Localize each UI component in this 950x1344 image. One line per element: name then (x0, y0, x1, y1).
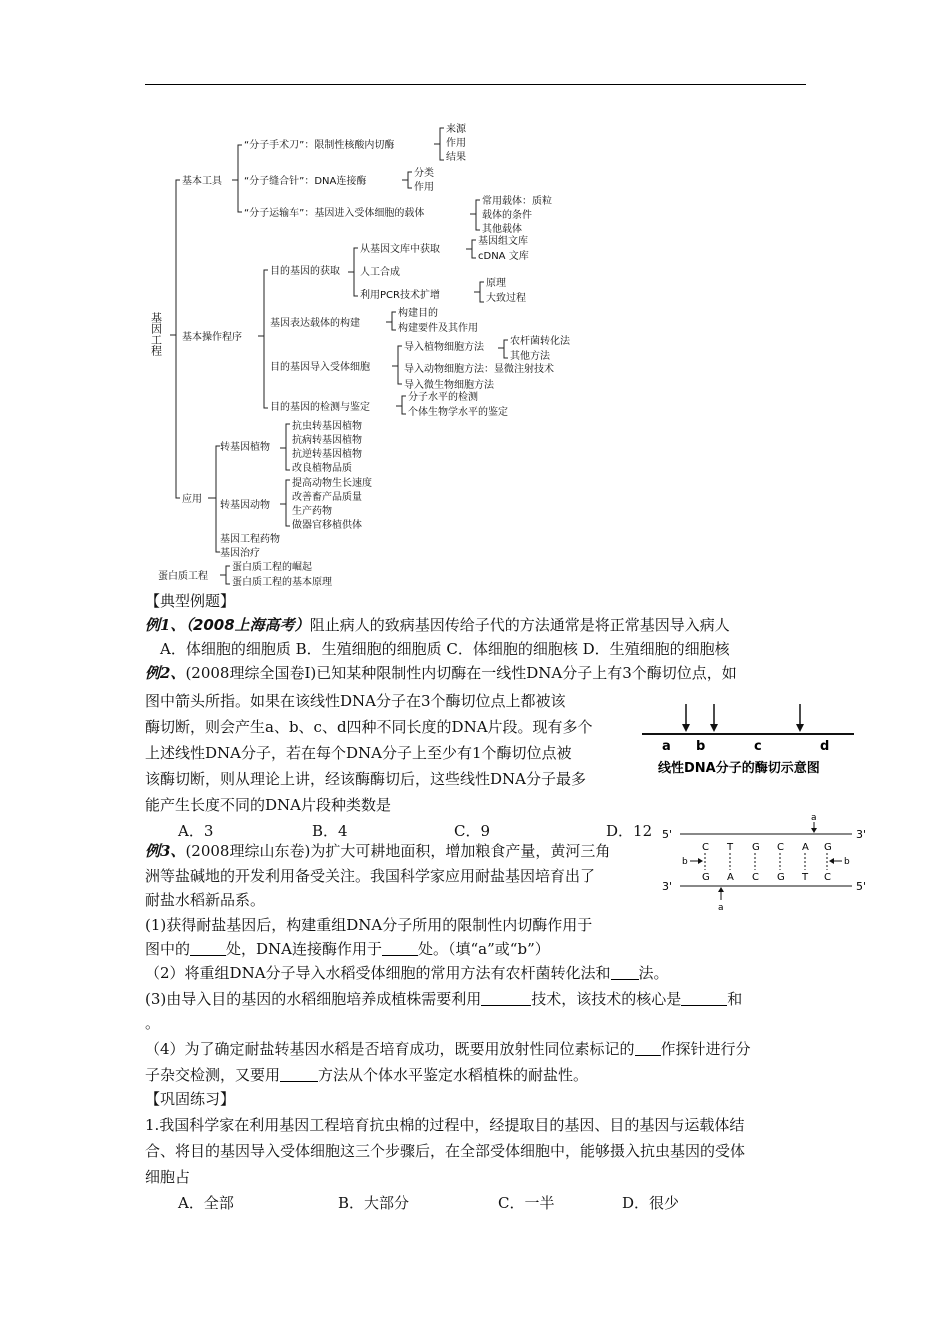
ex3-q4-line-1 (145, 1038, 751, 1060)
p1-option-b: B．大部分 (338, 1194, 410, 1212)
ex3-q4b-pre: 子杂交检测，又要用 (145, 1066, 281, 1084)
fragment-label-b: b (696, 739, 706, 754)
ex2-option-c: C．9 (454, 822, 491, 840)
ex3-q4-line-2 (145, 1064, 588, 1086)
site-a-bottom-arrow (718, 887, 724, 912)
base-pair-5 (801, 842, 809, 883)
site-a-top-arrow (811, 813, 817, 833)
ex1-source: （2008上海高考） (185, 616, 310, 634)
svg-text:G: G (777, 872, 785, 883)
ex3-line-1 (145, 840, 610, 862)
ex3-q1-line-1: (1)获得耐盐基因后，构建重组DNA分子所用的限制性内切酶作用于 (145, 916, 593, 934)
ex3-q4-blank-1[interactable] (635, 1041, 661, 1056)
tools-label: 基本工具 (182, 176, 222, 187)
application-bracket (208, 446, 220, 552)
ex3-q4-blank-2[interactable] (280, 1067, 318, 1082)
ex1-text: 阻止病人的致病基因传给子代的方法通常是将正常基因导入病人 (309, 616, 730, 634)
proc-1-sub-2: 人工合成 (360, 267, 400, 278)
ex3-line-3: 耐盐水稻新品系。 (145, 891, 266, 909)
ex2-label: 例2、 (145, 664, 186, 682)
svg-text:G: G (752, 842, 760, 853)
ex3-q1-mid: 处，DNA连接酶作用于 (226, 940, 383, 958)
ex2-text-1: (2008理综全国卷Ⅰ)已知某种限制性内切酶在一线性DNA分子上有3个酶切位点，如 (185, 664, 737, 682)
procedure-label: 基本操作程序 (182, 332, 242, 343)
tool-3-bracket (470, 200, 480, 230)
fragment-label-c: c (754, 739, 762, 754)
protein-sub-1: 蛋白质工程的崛起 (232, 562, 312, 573)
app-plant-bracket (280, 424, 290, 470)
section-practice: 【巩固练习】 (145, 1090, 236, 1108)
app-other-2: 基因治疗 (220, 548, 260, 559)
tool-1-sub-1: 来源 (446, 124, 466, 135)
tool-3: “分子运输车”：基因进入受体细胞的载体 (244, 208, 425, 219)
ex3-q1-blank-2[interactable] (382, 941, 418, 956)
ex1-label: 例1、 (145, 616, 186, 634)
ex3-q2-blank[interactable] (611, 965, 639, 980)
ex3-q2 (145, 962, 669, 984)
ex3-q4-pre: （4）为了确定耐盐转基因水稻是否培育成功，既要用放射性同位素标记的 (145, 1040, 635, 1058)
ex3-text-1: (2008理综山东卷)为扩大可耕地面积，增加粮食产量，黄河三角 (185, 842, 611, 860)
tool-3-sub-1: 常用载体：质粒 (482, 196, 552, 207)
tool-3-sub-2: 载体的条件 (482, 210, 532, 221)
base-pair-1 (702, 842, 710, 883)
proc-1-subsub-1: 基因组文库 (478, 236, 528, 247)
end-label-bottom-right: 5' (856, 880, 867, 893)
ex2-option-a: A．3 (178, 822, 214, 840)
application-label: 应用 (182, 494, 202, 505)
header-rule (145, 84, 806, 85)
proc-1-subsub-2: cDNA 文库 (478, 251, 529, 262)
ex2-line-1 (145, 662, 737, 684)
p1-option-a: A．全部 (178, 1194, 234, 1212)
proc-step-4-bracket (396, 396, 406, 414)
ex3-q4-mid: 作探针进行分 (660, 1040, 751, 1058)
cut-arrow-3 (796, 704, 804, 732)
ex3-q1-line-2 (145, 938, 550, 960)
tool-2-sub-1: 分类 (414, 168, 434, 179)
ex2-option-b: B．4 (312, 822, 348, 840)
figure-caption: 线性DNA分子的酶切示意图 (658, 761, 820, 776)
proc-1-subsub-3: 原理 (486, 278, 506, 289)
svg-text:G: G (702, 872, 710, 883)
proc-step-3: 目的基因导入受体细胞 (270, 362, 370, 373)
fragment-label-a: a (662, 739, 671, 754)
ex3-q3-post: 和 (727, 990, 743, 1008)
tools-bracket (232, 145, 242, 212)
ex3-q1-post: 处。（填“a”或“b”） (418, 940, 550, 958)
ex2-option-d: D．12 (606, 822, 653, 840)
svg-text:T: T (802, 872, 809, 883)
proc-3-sub-1: 导入植物细胞方法 (404, 342, 484, 353)
proc-3-sub-1-bracket (498, 340, 508, 358)
ex2-line-4: 上述线性DNA分子，若在每个DNA分子上至少有1个酶切位点被 (145, 744, 572, 762)
ex3-line-2: 洲等盐碱地的开发利用备受关注。我国科学家应用耐盐基因培育出了 (145, 867, 596, 885)
app-plant-sub-1: 抗虫转基因植物 (292, 421, 362, 432)
fragment-label-d: d (820, 739, 830, 754)
cut-arrow-1 (682, 704, 690, 732)
ex1-question (145, 614, 730, 636)
p1-line-1: 1.我国科学家在利用基因工程培育抗虫棉的过程中，经提取目的基因、目的基因与运载体结 (145, 1116, 745, 1134)
proc-1-subsub-4: 大致过程 (486, 293, 526, 304)
app-animal-sub-1: 提高动物生长速度 (292, 478, 372, 489)
base-pair-2 (726, 842, 734, 883)
proc-3-sub-2: 导入动物细胞方法：显微注射技术 (404, 364, 554, 375)
protein-bracket (220, 566, 230, 584)
tool-2-bracket (402, 172, 412, 188)
svg-text:a: a (718, 903, 724, 912)
ex3-q3 (145, 988, 742, 1010)
ex3-q2-pre: （2）将重组DNA分子导入水稻受体细胞的常用方法有农杆菌转化法和 (145, 964, 611, 982)
tool-1: “分子手术刀”：限制性核酸内切酶 (244, 140, 395, 151)
ex3-q1-blank-1[interactable] (190, 941, 226, 956)
tool-1-sub-3: 结果 (446, 152, 466, 163)
base-pair-6 (824, 842, 832, 883)
app-plant-sub-4: 改良植物品质 (292, 463, 352, 474)
proc-3-subsub-2: 其他方法 (510, 351, 550, 362)
app-plant-label: 转基因植物 (220, 442, 270, 453)
svg-text:C: C (777, 842, 784, 853)
proc-1-sub-1: 从基因文库中获取 (360, 244, 440, 255)
proc-2-sub-2: 构建要件及其作用 (398, 323, 478, 334)
protein-label: 蛋白质工程 (158, 571, 208, 582)
proc-1-sub-3: 利用PCR技术扩增 (360, 290, 440, 301)
proc-step-1-bracket (348, 248, 358, 296)
tool-2: “分子缝合针”：DNA连接酶 (244, 176, 367, 187)
p1-option-d: D．很少 (622, 1194, 680, 1212)
app-animal-bracket (280, 480, 290, 526)
ex3-label: 例3、 (145, 842, 186, 860)
app-animal-label: 转基因动物 (220, 500, 270, 511)
root-bracket (170, 180, 180, 498)
svg-text:T: T (727, 842, 734, 853)
proc-3-subsub-1: 农杆菌转化法 (510, 336, 570, 347)
svg-text:A: A (802, 842, 809, 853)
proc-4-sub-1: 分子水平的检测 (408, 392, 478, 403)
ex2-line-5: 该酶切断，则从理论上讲，经该酶酶切后，这些线性DNA分子最多 (145, 770, 586, 788)
app-animal-sub-3: 生产药物 (292, 506, 332, 517)
ex3-q3-blank-2[interactable] (681, 991, 727, 1006)
ex3-q2-post: 法。 (638, 964, 669, 982)
end-label-bottom-left: 3' (662, 880, 673, 893)
tool-2-sub-2: 作用 (414, 182, 434, 193)
section-typical-examples: 【典型例题】 (145, 592, 236, 610)
procedure-bracket (258, 270, 268, 408)
svg-text:C: C (752, 872, 759, 883)
svg-text:b: b (844, 857, 850, 867)
tool-1-bracket (434, 128, 444, 160)
svg-text:A: A (727, 872, 734, 883)
p1-option-c: C．一半 (498, 1194, 555, 1212)
app-animal-sub-4: 做器官移植供体 (292, 520, 362, 531)
proc-step-2: 基因表达载体的构建 (270, 318, 360, 329)
ex3-q3-end: 。 (145, 1014, 161, 1032)
ex3-q1-pre: 图中的 (145, 940, 191, 958)
ex2-line-2: 图中箭头所指。如果在该线性DNA分子在3个酶切位点上都被该 (145, 692, 566, 710)
app-plant-sub-2: 抗病转基因植物 (292, 435, 362, 446)
tool-3-sub-3: 其他载体 (482, 224, 522, 235)
proc-step-4: 目的基因的检测与鉴定 (270, 402, 370, 413)
ex3-q3-mid: 技术，该技术的核心是 (531, 990, 682, 1008)
ex2-line-6: 能产生长度不同的DNA片段种类数是 (145, 796, 391, 814)
svg-text:a: a (811, 813, 817, 823)
ex3-q3-pre: (3)由导入目的基因的水稻细胞培养成植株需要利用 (145, 990, 482, 1008)
double-strand-dna-figure (660, 808, 882, 912)
app-plant-sub-3: 抗逆转基因植物 (292, 449, 362, 460)
svg-text:b: b (682, 857, 688, 867)
proc-4-sub-2: 个体生物学水平的鉴定 (408, 407, 508, 418)
proc-step-1: 目的基因的获取 (270, 266, 340, 277)
proc-3-sub-3: 导入微生物细胞方法 (404, 380, 494, 391)
base-pair-3 (752, 842, 760, 883)
root-label: 基因工程 (149, 312, 163, 356)
ex1-options: A．体细胞的细胞质 B．生殖细胞的细胞质 C．体细胞的细胞核 D．生殖细胞的细胞核 (160, 640, 730, 658)
ex2-line-3: 酶切断，则会产生a、b、c、d四种不同长度的DNA片段。现有多个 (145, 718, 593, 736)
proc-step-3-bracket (392, 346, 402, 384)
tool-1-sub-2: 作用 (446, 138, 466, 149)
app-animal-sub-2: 改善畜产品质量 (292, 492, 362, 503)
p1-line-3: 细胞占 (145, 1168, 191, 1186)
svg-text:C: C (824, 872, 831, 883)
end-label-top-left: 5' (662, 828, 673, 841)
concept-map (140, 120, 620, 590)
svg-text:C: C (702, 842, 709, 853)
proc-1-sub-3-bracket (474, 282, 484, 302)
svg-text:G: G (824, 842, 832, 853)
site-b-right-arrow (829, 857, 850, 867)
base-pair-4 (777, 842, 785, 883)
linear-dna-figure (640, 700, 860, 782)
end-label-top-right: 3' (856, 828, 867, 841)
p1-line-2: 合、将目的基因导入受体细胞这三个步骤后，在全部受体细胞中，能够摄入抗虫基因的受体 (145, 1142, 746, 1160)
proc-2-sub-1: 构建目的 (398, 308, 438, 319)
ex3-q4b-post: 方法从个体水平鉴定水稻植株的耐盐性。 (318, 1066, 589, 1084)
site-b-left-arrow (682, 857, 703, 867)
app-other-1: 基因工程药物 (220, 534, 280, 545)
proc-step-2-bracket (386, 312, 396, 330)
protein-sub-2: 蛋白质工程的基本原理 (232, 577, 332, 588)
ex3-q3-blank-1[interactable] (481, 991, 531, 1006)
cut-arrow-2 (710, 704, 718, 732)
proc-1-sub-1-bracket (466, 240, 476, 258)
